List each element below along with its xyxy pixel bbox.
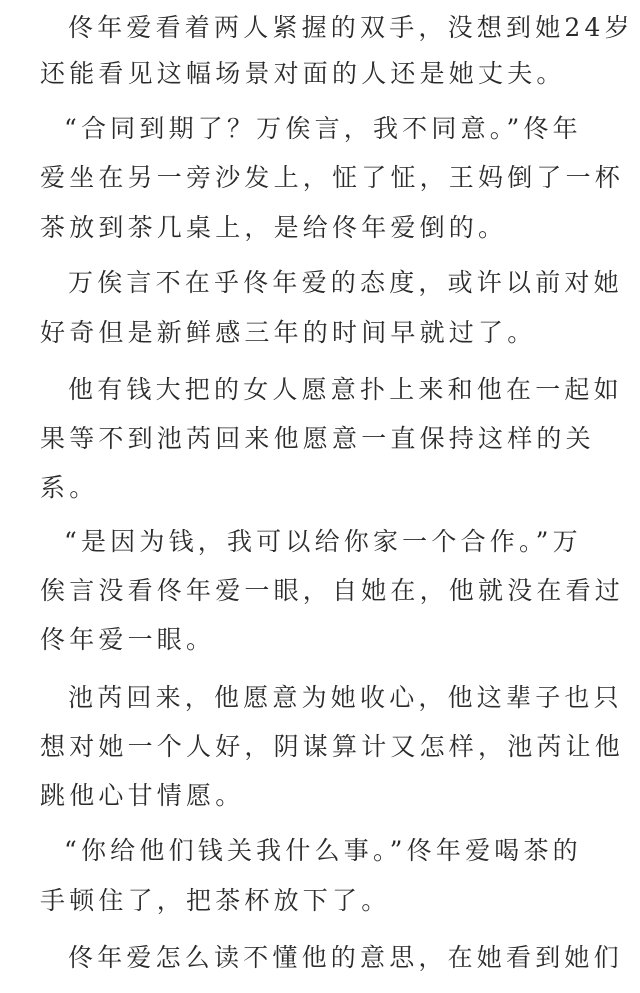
text-line: 佟年爱一眼。 xyxy=(40,625,216,654)
text-line: 佟年爱怎么读不懂他的意思，在她看到她们 xyxy=(68,943,623,972)
text-line: 万俟言不在乎佟年爱的态度，或许以前对她 xyxy=(68,268,623,297)
text-line: “是因为钱，我可以给你家一个合作。”万 xyxy=(64,527,582,556)
text-line: 好奇但是新鲜感三年的时间早就过了。 xyxy=(40,318,537,347)
text-line: 还能看见这幅场景对面的人还是她丈夫。 xyxy=(40,59,566,88)
text-line: 跳他心甘情愿。 xyxy=(40,781,245,810)
text-line: 佟年爱看着两人紧握的双手，没想到她24岁 xyxy=(68,13,634,42)
text-line: 果等不到池芮回来他愿意一直保持这样的关 xyxy=(40,424,595,453)
text-line: “合同到期了？万俟言，我不同意。”佟年 xyxy=(64,114,582,143)
text-line: 俟言没看佟年爱一眼，自她在，他就没在看过 xyxy=(40,576,625,605)
text-line: 系。 xyxy=(40,473,99,502)
text-line: 他有钱大把的女人愿意扑上来和他在一起如 xyxy=(68,375,623,404)
text-line: 茶放到茶几桌上，是给佟年爱倒的。 xyxy=(40,213,508,242)
text-line: 池芮回来，他愿意为她收心，他这辈子也只 xyxy=(68,683,623,712)
text-line: 手顿住了，把茶杯放下了。 xyxy=(40,886,391,915)
text-line: 爱坐在另一旁沙发上，怔了怔，王妈倒了一杯 xyxy=(40,163,625,192)
text-line: “你给他们钱关我什么事。”佟年爱喝茶的 xyxy=(64,836,582,865)
text-line: 想对她一个人好，阴谋算计又怎样，池芮让他 xyxy=(40,732,625,761)
